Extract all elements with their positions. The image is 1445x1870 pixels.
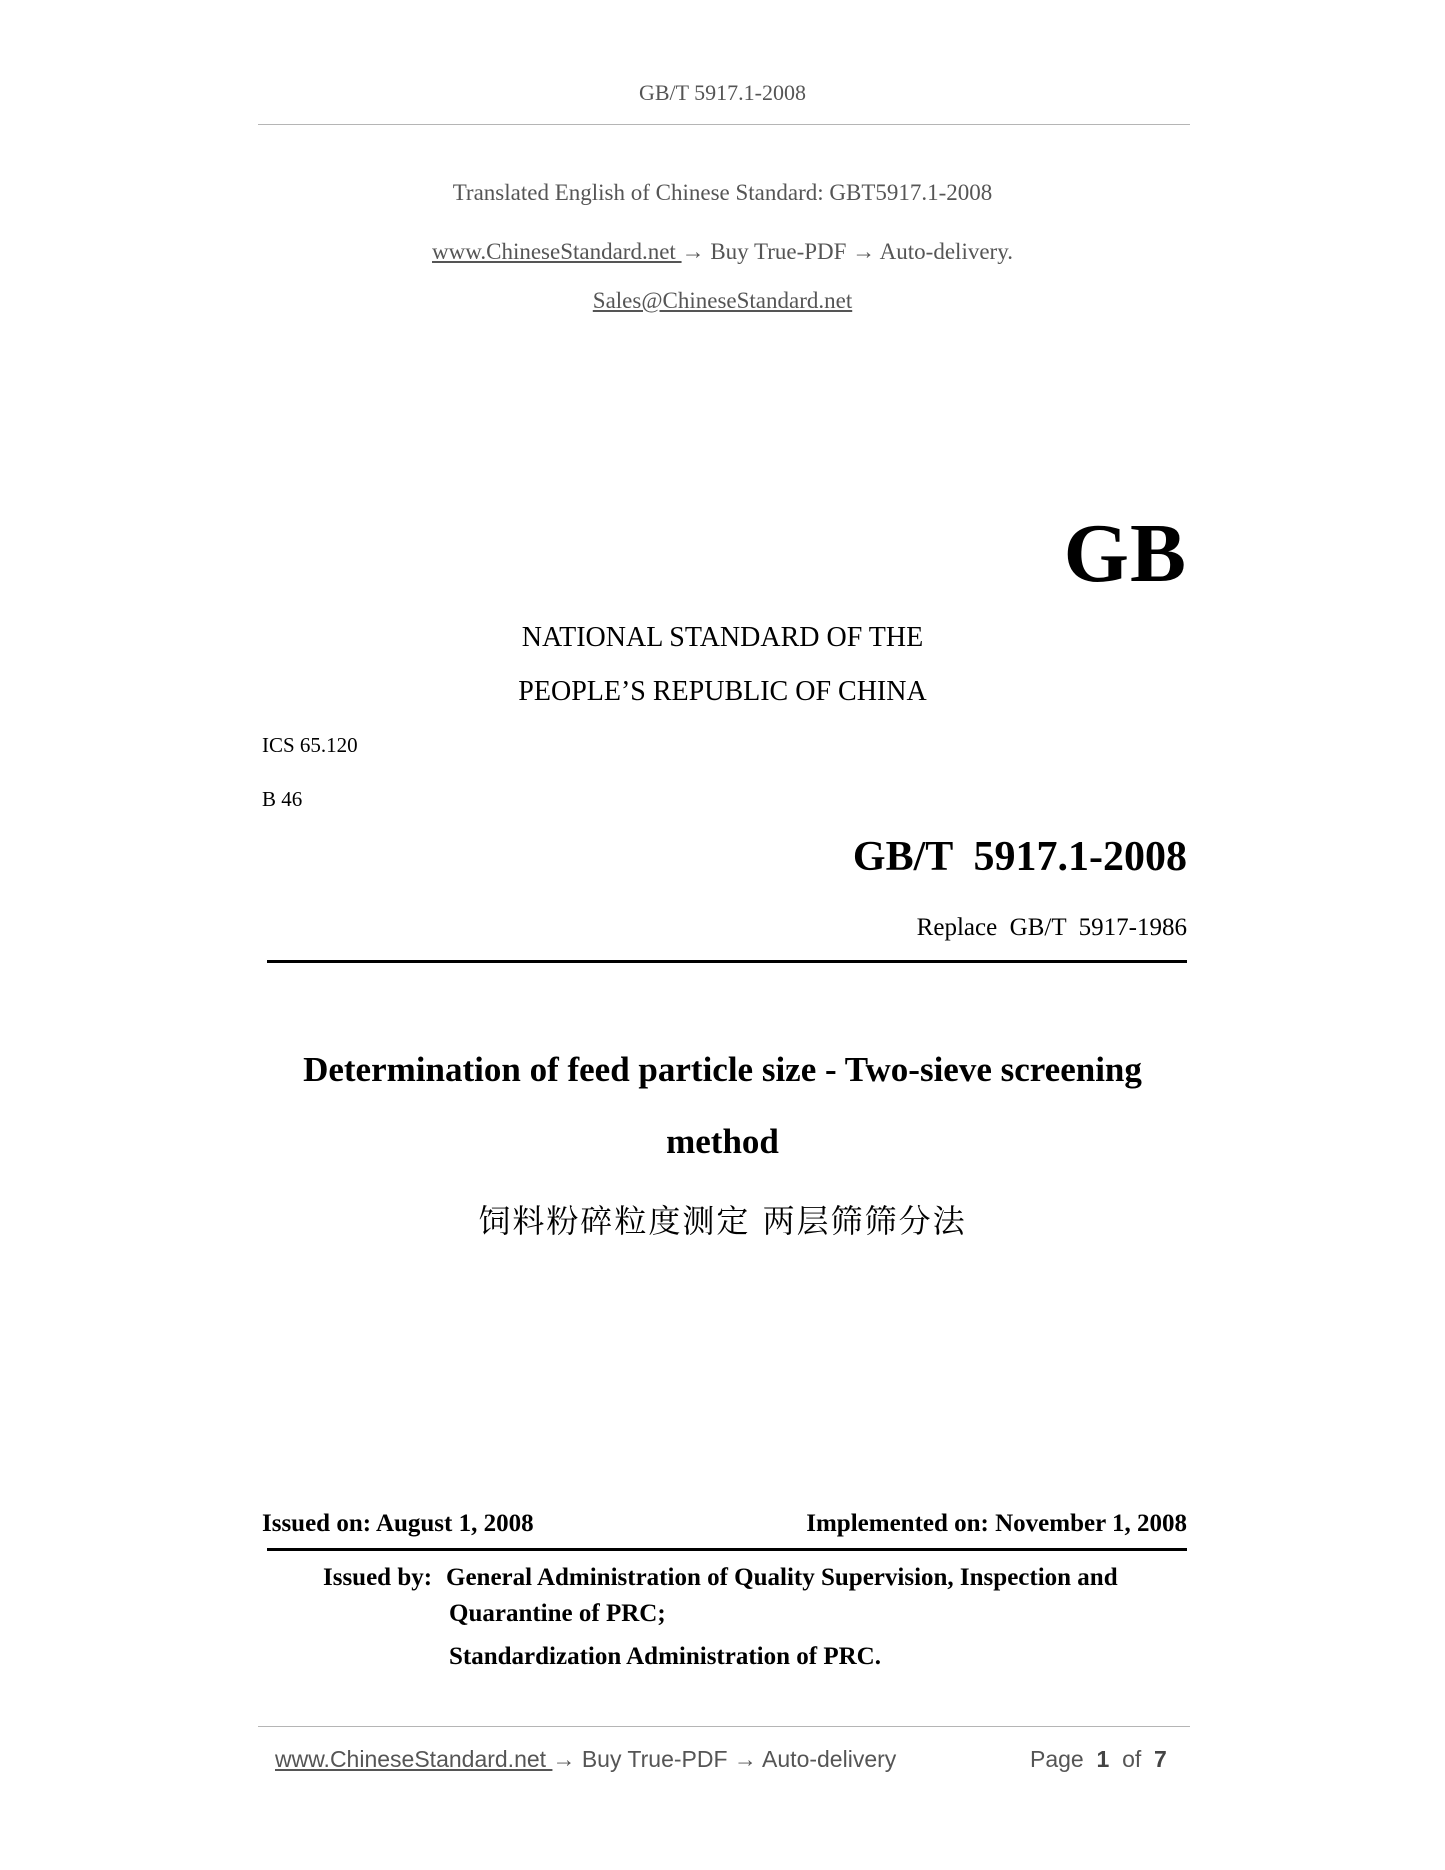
footer-buy-text: Buy True-PDF <box>575 1746 734 1772</box>
page-total: 7 <box>1154 1746 1167 1772</box>
issued-by-label: Issued by: <box>323 1564 433 1591</box>
dates-divider <box>267 1548 1187 1551</box>
arrow-icon: → <box>552 1746 576 1772</box>
replace-note: Replace GB/T 5917-1986 <box>916 914 1187 941</box>
site-link[interactable]: www.ChineseStandard.net <box>432 239 682 264</box>
issuer-line3: Standardization Administration of PRC. <box>449 1643 881 1670</box>
translated-line: Translated English of Chinese Standard: GBT5917.1-2008 <box>452 180 993 205</box>
title-divider <box>267 960 1187 963</box>
footer-auto-delivery-text: Auto-delivery <box>756 1746 897 1772</box>
footer-divider <box>258 1726 1190 1727</box>
page-current: 1 <box>1096 1746 1110 1772</box>
buy-text: Buy True-PDF <box>704 239 853 264</box>
email-line <box>0 288 1445 314</box>
implemented-on-date: Implemented on: November 1, 2008 <box>806 1510 1187 1537</box>
ccs-code: B 46 <box>262 787 303 811</box>
issuer-line1: General Administration of Quality Supervision, Inspection and <box>446 1564 1118 1591</box>
chinese-title: 饲料粉碎粒度测定 两层筛筛分法 <box>478 1202 967 1240</box>
arrow-icon: → <box>852 239 876 264</box>
purchase-line <box>0 239 1445 265</box>
gb-logo-mark: GB <box>1063 507 1187 600</box>
running-header: GB/T 5917.1-2008 <box>638 80 807 105</box>
auto-delivery-text: Auto-delivery. <box>875 239 1013 264</box>
arrow-icon: → <box>733 1746 757 1772</box>
issuer-line2: Quarantine of PRC; <box>449 1600 666 1627</box>
footer-purchase-line <box>275 1746 896 1773</box>
footer-site-link[interactable]: www.ChineseStandard.net <box>275 1746 553 1772</box>
email-link[interactable]: Sales@ChineseStandard.net <box>592 288 853 313</box>
national-standard-line1: NATIONAL STANDARD OF THE <box>521 622 924 653</box>
page-label: Page <box>1030 1746 1084 1772</box>
arrow-icon: → <box>681 239 705 264</box>
national-standard-line2: PEOPLE’S REPUBLIC OF CHINA <box>518 676 927 707</box>
issued-on-date: Issued on: August 1, 2008 <box>262 1510 534 1537</box>
document-title-line1: Determination of feed particle size - Two-sieve screening <box>303 1050 1142 1089</box>
page-of: of <box>1122 1746 1142 1772</box>
document-title-line2: method <box>666 1122 779 1161</box>
header-divider <box>258 124 1190 125</box>
ics-code: ICS 65.120 <box>262 733 358 757</box>
standard-number: GB/T 5917.1-2008 <box>852 834 1187 880</box>
page-indicator <box>1030 1746 1167 1773</box>
